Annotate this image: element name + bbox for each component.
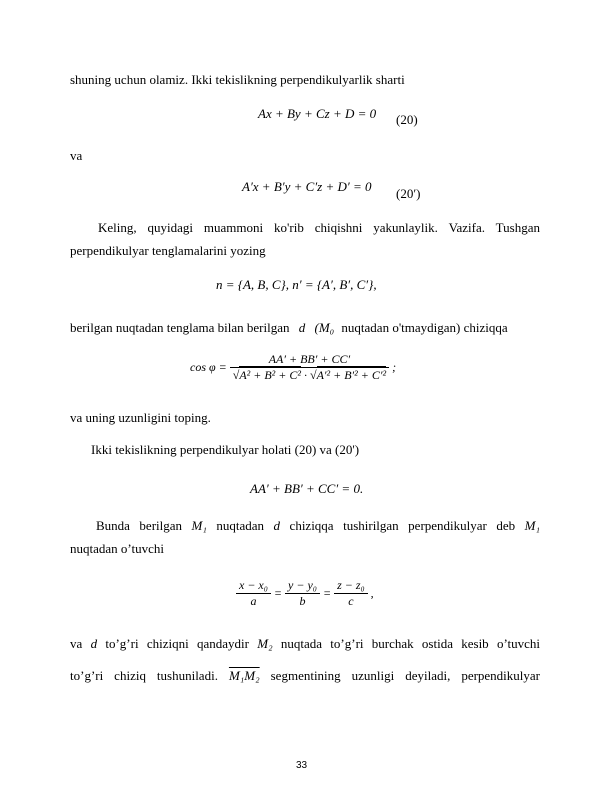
punctuation: , [370, 586, 374, 600]
text-segment: berilgan nuqtadan tenglama bilan berilgan [70, 320, 290, 335]
math-symbol: d [273, 518, 281, 533]
paragraph-line [70, 320, 508, 336]
numerator: AA′ + BB′ + CC′ [230, 352, 389, 368]
sqrt-term: A² + B² + C² [239, 368, 301, 382]
math-symbol: M₁ [191, 518, 207, 533]
paragraph-line: perpendikulyar tenglamalarini yozing [70, 243, 266, 258]
punctuation: ; [392, 360, 397, 374]
text-line: va uning uzunligini toping. [70, 410, 211, 425]
denominator: c [348, 594, 354, 608]
canonical-line-equation [236, 578, 374, 609]
fraction [334, 578, 368, 609]
math-symbol: d [298, 320, 306, 335]
math-symbol: M₁ [524, 518, 540, 533]
paragraph-line [96, 518, 540, 534]
equals-sign: = [273, 586, 283, 600]
equation-number: (20) [396, 112, 418, 127]
text-segment: nuqtadan [216, 518, 265, 533]
equation-20: Ax + By + Cz + D = 0 [258, 106, 377, 121]
formula-lhs: cos φ = [190, 360, 227, 374]
numerator: y − y₀ [285, 578, 320, 594]
fraction [230, 352, 389, 383]
numerator: z − z₀ [334, 578, 368, 594]
equation-20-prime: A′x + B′y + C′z + D′ = 0 [242, 179, 372, 194]
text-segment: chiziqqa tushirilgan perpendikulyar deb [289, 518, 516, 533]
text-line: nuqtadan o’tuvchi [70, 541, 164, 556]
segment-symbol: M₁M₂ [228, 668, 260, 683]
text-segment: nuqtada to’g’ri burchak ostida kesib o’tuvchi [280, 636, 541, 651]
text-segment: to’g’ri chiziq tushuniladi. [70, 668, 218, 683]
math-symbol: (M₀ [314, 320, 335, 335]
fraction [285, 578, 320, 609]
normal-vectors: n = {A, B, C}, n′ = {A′, B′, C′}, [216, 277, 377, 292]
cos-formula [190, 352, 396, 383]
text-segment: va [70, 636, 83, 651]
text-segment: segmentining uzunligi deyiladi, perpendikulyar [270, 668, 541, 683]
fraction [236, 578, 271, 609]
perpendicular-condition: AA′ + BB′ + CC′ = 0. [250, 481, 364, 496]
page-number: 33 [296, 760, 308, 771]
denominator: √A² + B² + C² · √A′² + B′² + C′² [232, 368, 387, 382]
denominator: b [299, 594, 306, 608]
text-segment: to’g’ri chiziqni qandaydir [105, 636, 249, 651]
text-segment: nuqtadan o'tmaydigan) chiziqqa [341, 320, 508, 335]
paragraph-line [70, 668, 540, 684]
equals-sign: = [322, 586, 332, 600]
text-line: va [70, 148, 83, 163]
equation-number: (20′) [396, 186, 421, 201]
numerator: x − x₀ [236, 578, 271, 594]
sqrt-term: A′² + B′² + C′² [316, 368, 387, 382]
math-symbol: M₂ [257, 636, 273, 651]
denominator: a [250, 594, 257, 608]
text-line: shuning uchun olamiz. Ikki tekislikning perpendikulyarlik sharti [70, 72, 405, 87]
paragraph-line: Keling, quyidagi muammoni ko'rib chiqishni yakunlaylik. Vazifa. Tushgan [98, 220, 540, 235]
math-symbol: d [90, 636, 98, 651]
text-line: Ikki tekislikning perpendikulyar holati (20) va (20') [91, 442, 360, 457]
paragraph-line [70, 636, 540, 652]
text-segment: Bunda berilgan [96, 518, 183, 533]
